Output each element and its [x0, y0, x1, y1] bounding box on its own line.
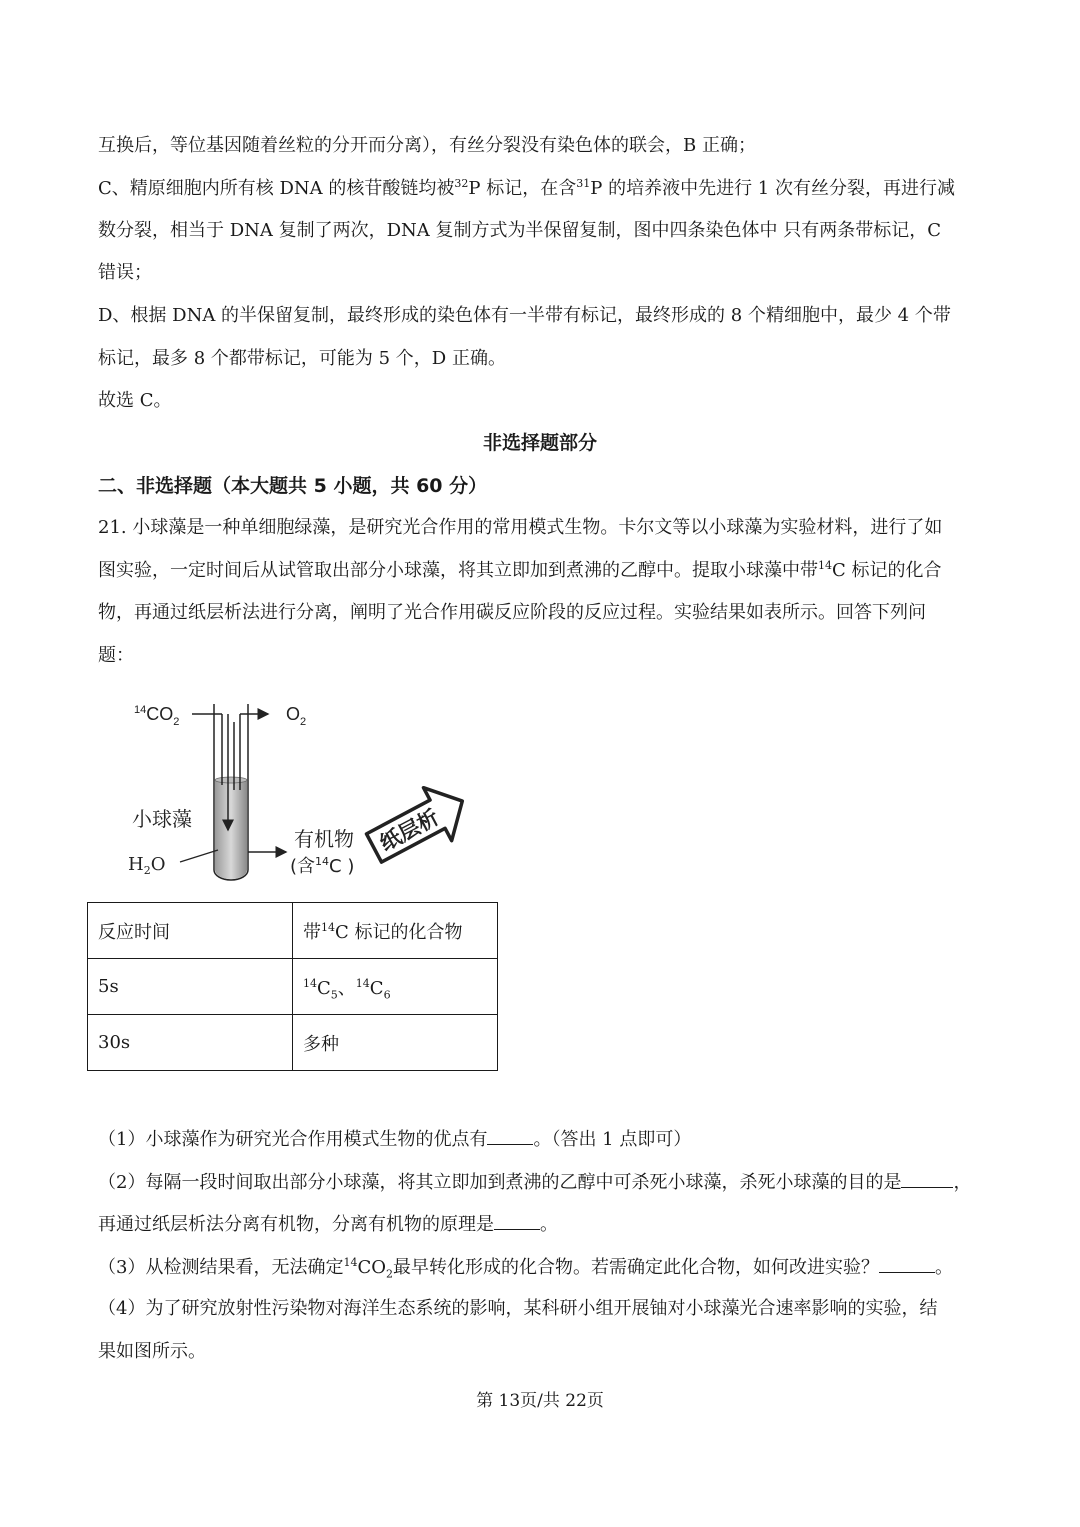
o2-label: $O_2$	[286, 704, 307, 728]
text-line	[98, 133, 982, 159]
answer-blank	[494, 1211, 540, 1230]
table-row	[88, 959, 498, 1015]
question-text	[98, 643, 982, 669]
header-cell-time: 反应时间	[88, 903, 293, 959]
results-table	[87, 902, 498, 1071]
experiment-svg	[118, 690, 498, 900]
subquestion-3: （3）从检测结果看，无法确定$^{14}CO_2$最早转化形成的化合物。若需确定此化合物，如何改进实验？ 。	[98, 1256, 953, 1281]
text: 错误；	[98, 262, 152, 283]
co2-label: $^{14}CO_2$	[134, 704, 180, 728]
subquestion-2: （2）每隔一段时间取出部分小球藻，将其立即加到煮沸的乙醇中可杀死小球藻，杀死小球藻的目的是 ，	[98, 1169, 982, 1196]
table-header-row	[88, 903, 498, 959]
answer-blank	[901, 1169, 953, 1188]
cell-compound: $^{14}C_5$、$^{14}C_6$	[293, 959, 498, 1015]
question-text	[98, 600, 982, 626]
text: 故选 C。	[98, 390, 172, 411]
text: P 标记，在含	[468, 178, 577, 199]
text-line	[98, 218, 982, 244]
question-text	[98, 558, 982, 584]
cell-time: 30s	[88, 1015, 293, 1071]
text-line	[98, 346, 982, 372]
subquestion-1: （1）小球藻作为研究光合作用模式生物的优点有 。（答出 1 点即可）	[98, 1126, 982, 1153]
text: 题：	[98, 645, 134, 666]
cell-compound: 多种	[293, 1015, 498, 1071]
arrow-label: 纸层析	[375, 804, 443, 856]
water-pointer	[180, 850, 218, 862]
answer-blank	[487, 1126, 533, 1145]
organic-note: (含$^{14}$C )	[290, 855, 355, 877]
section-title: 非选择题部分	[482, 432, 597, 454]
superscript: 31	[576, 177, 591, 190]
subquestion-4: （4）为了研究放射性污染物对海洋生态系统的影响，某科研小组开展铀对小球藻光合速率影响的实验，结	[98, 1298, 938, 1319]
text: 标记，最多 8 个都带标记，可能为 5 个，D 正确。	[98, 348, 506, 369]
text-line	[98, 260, 982, 286]
table-row	[88, 1015, 498, 1071]
question-text	[98, 515, 982, 541]
subquestion-4-continued: 果如图所示。	[98, 1341, 206, 1362]
water-label: $H_2O$	[128, 854, 166, 877]
text: P 的培养液中先进行 1 次有丝分裂，再进行减	[590, 178, 955, 199]
text: 图实验，一定时间后从试管取出部分小球藻，将其立即加到煮沸的乙醇中。提取小球藻中带	[98, 560, 818, 581]
text: 21. 小球藻是一种单细胞绿藻，是研究光合作用的常用模式生物。卡尔文等以小球藻为实验材料，进行了如	[98, 517, 943, 538]
text: D、根据 DNA 的半保留复制，最终形成的染色体有一半带有标记，最终形成的 8 个精细胞中，最少 4 个带	[98, 305, 951, 326]
text: 互换后，等位基因随着丝粒的分开而分离），有丝分裂没有染色体的联会，B 正确；	[98, 135, 756, 156]
chromatography-arrow	[360, 775, 476, 875]
cell-time: 5s	[88, 959, 293, 1015]
superscript: 32	[454, 177, 469, 190]
superscript: 14	[818, 559, 832, 572]
text: 物，再通过纸层析法进行分离，阐明了光合作用碳反应阶段的反应过程。实验结果如表所示。回答下列问	[98, 602, 926, 623]
header-cell-compound: 带$^{14}$C 标记的化合物	[293, 903, 498, 959]
text-line	[98, 388, 982, 414]
page-footer: 第 13页/共 22页	[476, 1391, 604, 1411]
text: C 标记的化合	[832, 560, 942, 581]
part-heading: 二、非选择题（本大题共 5 小题，共 60 分）	[98, 475, 488, 497]
culture-liquid	[215, 780, 247, 879]
text: C、精原细胞内所有核 DNA 的核苷酸链均被	[98, 178, 455, 199]
organic-label: 有机物	[294, 827, 354, 851]
text-line	[98, 303, 982, 329]
subquestion-2-continued: 再通过纸层析法分离有机物，分离有机物的原理是 。	[98, 1211, 982, 1238]
text: 数分裂，相当于 DNA 复制了两次，DNA 复制方式为半保留复制，图中四条染色体中 只有两条带标记，C	[98, 220, 942, 241]
experiment-diagram	[118, 690, 498, 900]
algae-label: 小球藻	[132, 807, 192, 831]
answer-blank	[879, 1254, 935, 1273]
text-line	[98, 176, 982, 202]
